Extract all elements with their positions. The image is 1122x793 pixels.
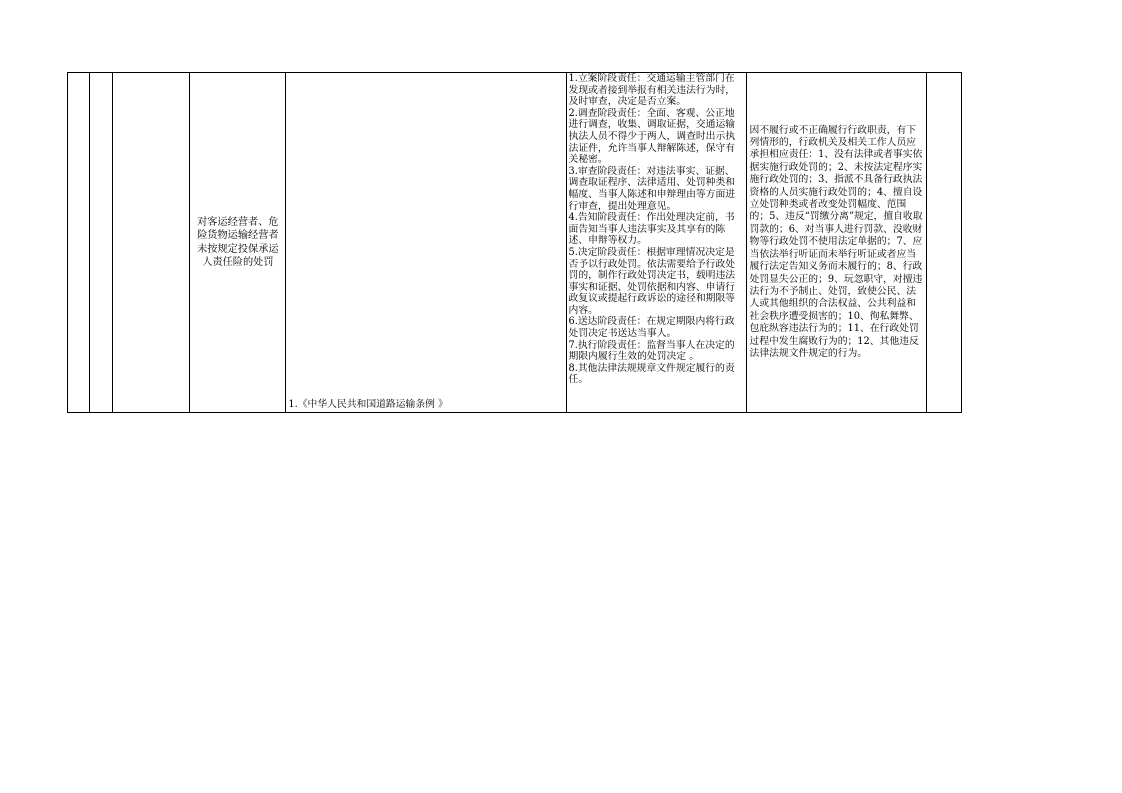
legal-basis-cell[interactable] bbox=[286, 73, 566, 413]
responsibility-item: 7.执行阶段责任：监督当事人在决定的期限内履行生效的处罚决定 。 bbox=[568, 339, 735, 363]
accountability-cell[interactable] bbox=[746, 73, 926, 413]
responsibility-item: 8.其他法律法规规章文件规定履行的责任。 bbox=[568, 362, 735, 386]
item-name-text: 对客运经营者、危险货物运输经营者未按规定投保承运人责任险的处罚 bbox=[197, 216, 279, 268]
responsibility-item: 1.立案阶段责任：交通运输主管部门在发现或者接到举报有相关违法行为时，及时审查，决定是否立案。 bbox=[568, 73, 736, 108]
seq-cell[interactable] bbox=[68, 73, 90, 413]
responsibility-item: 5.决定阶段责任：根据审理情况决定是否予以行政处罚。依法需要给予行政处罚的，制作行政处罚决定书，载明违法事实和证据、处罚依据和内容、申请行政复议或提起行政诉讼的途径和期限等内容。 bbox=[568, 246, 736, 316]
responsibility-item: 3.审查阶段责任：对违法事实、证据、调查取证程序、法律适用、处罚种类和幅度、当事人陈述和申辩理由等方面进行审查，提出处理意见。 bbox=[568, 165, 736, 212]
penalty-table bbox=[67, 72, 962, 413]
responsibility-cell[interactable] bbox=[566, 73, 746, 413]
item-name-cell[interactable] bbox=[190, 73, 286, 413]
legal-basis-text: 1.《中华人民共和国道路运输条例 》 bbox=[288, 399, 448, 410]
responsibility-item: 4.告知阶段责任：作出处理决定前，书面告知当事人违法事实及其享有的陈述、申辩等权力。 bbox=[568, 212, 735, 247]
responsibility-item: 6.送达阶段责任：在规定期限内将行政处罚决定书送达当事人。 bbox=[568, 316, 735, 340]
accountability-text: 因不履行或不正确履行行政职责，有下列情形的，行政机关及相关工作人员应承担相应责任：1、没有法律或者事实依据实施行政处罚的；2、未按法定程序实施行政处罚的；3、指派不具备行政执法资格的人员实施行政处罚的；4、擅自设立处罚种类或者改变处罚幅度、范围的；5、违反“罚缴分离”规定，擅自收取罚款的；6、对当事人进行罚款、没收财物等行政处罚不使用法定单据的；7、应当依法举行听证而未举行听证或者应当履行法定告知义务而未履行的；8、行政处罚显失公正的；9、玩忽职守，对擅违法行为不予制止、处罚，致使公民、法人或其他组织的合法权益、公共利益和社会秩序遭受损害的；10、徇私舞弊、包庇纵容违法行为的；11、在行政处罚过程中发生腐败行为的；12、其他违反法律法规文件规定的行为。 bbox=[749, 124, 923, 359]
responsibility-item: 2.调查阶段责任：全面、客观、公正地进行调查，收集、调取证据，交通运输执法人员不得少于两人，调查时出示执法证件，允许当事人辩解陈述，保守有关秘密。 bbox=[568, 107, 736, 166]
code-cell[interactable] bbox=[113, 73, 190, 413]
table-row bbox=[68, 73, 962, 413]
category-cell[interactable] bbox=[90, 73, 113, 413]
remark-cell[interactable] bbox=[926, 73, 961, 413]
